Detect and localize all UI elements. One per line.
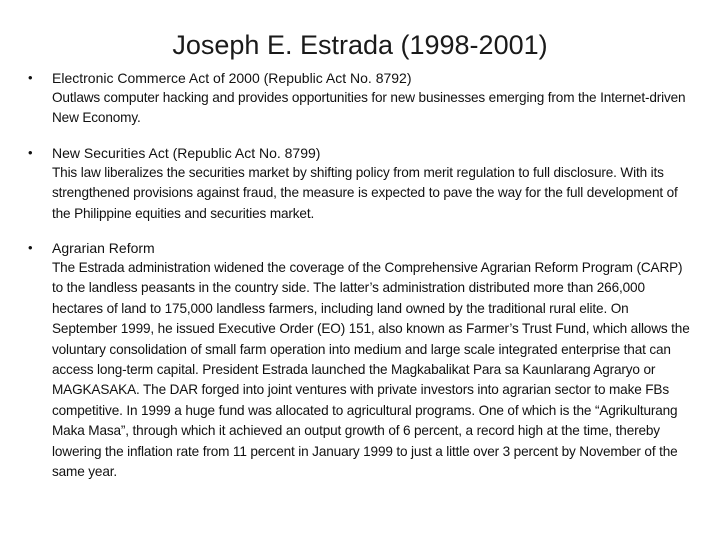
list-item xyxy=(24,238,692,482)
list-item xyxy=(24,143,692,224)
slide-title: Joseph E. Estrada (1998-2001) xyxy=(172,30,548,60)
item-body: The Estrada administration widened the coverage of the Comprehensive Agrarian Reform Program (CARP) to the landless peasants in the country side. The latter’s administration distributed more than 266,000 hectares of land to 175,000 landless farmers, including land owned by the traditional rural elite. On September 1999, he issued Executive Order (EO) 151, also known as Farmer’s Trust Fund, which allows the voluntary consolidation of small farm operation into medium and large scale integrated enterprise that can access long-term capital. President Estrada launched the Magkabalikat Para sa Kaunlarang Agraryo or MAGKASAKA. The DAR forged into joint ventures with private investors into agrarian sector to make FBs competitive. In 1999 a huge fund was allocated to agricultural programs. One of which is the “Agrikulturang Maka Masa”, through which it achieved an output growth of 6 percent, a record high at the time, thereby lowering the inflation rate from 11 percent in January 1999 to just a little over 3 percent by November of the same year. xyxy=(52,260,690,480)
item-body: Outlaws computer hacking and provides opportunities for new businesses emerging from the Internet-driven New Economy. xyxy=(52,90,686,126)
list-item xyxy=(24,68,692,129)
bullet-marker: • xyxy=(28,144,33,160)
bullet-list xyxy=(24,68,692,497)
item-body: This law liberalizes the securities market by shifting policy from merit regulation to full disclosure. With its strengthened provisions against fraud, the measure is expected to pave the way for the full development of the Philippine equities and securities market. xyxy=(52,164,678,221)
bullet-marker: • xyxy=(28,240,33,256)
item-heading: Electronic Commerce Act of 2000 (Republic Act No. 8792) xyxy=(52,70,412,86)
item-heading: Agrarian Reform xyxy=(52,240,155,257)
bullet-marker: • xyxy=(28,70,33,85)
item-heading: New Securities Act (Republic Act No. 8799) xyxy=(52,144,321,161)
